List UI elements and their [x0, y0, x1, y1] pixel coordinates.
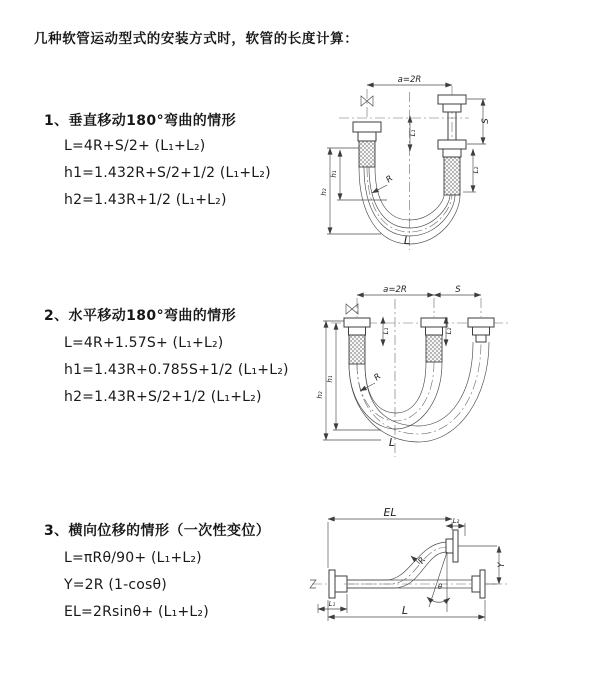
- formula-y: Y=2R (1-cosθ): [64, 577, 167, 593]
- valve-icon: [346, 304, 358, 314]
- section-1-formulas: [64, 133, 271, 214]
- flange-hub: [446, 539, 453, 553]
- formula-h1: h1=1.432R+S/2+1/2 (L₁+L₂): [64, 165, 271, 181]
- u-hose-position-1: [349, 362, 442, 429]
- dim-travel-label: S: [481, 118, 491, 124]
- curved-hose-displaced-position: [344, 530, 458, 588]
- flange-hub: [349, 327, 366, 335]
- page-title: 几种软管运动型式的安装方式时，软管的长度计算：: [34, 31, 359, 47]
- dim-el-label: EL: [383, 506, 397, 519]
- flange-plate: [453, 530, 458, 562]
- braided-hose-end: [359, 141, 375, 167]
- dimension-lines: [316, 285, 481, 449]
- flange: [421, 318, 447, 327]
- dim-h2-label: h₂: [316, 391, 324, 399]
- flange-hub: [443, 149, 461, 157]
- formula-h2: h2=1.43R+1/2 (L₁+L₂): [64, 192, 227, 208]
- middle-fitting: [421, 318, 447, 362]
- dim-h1-label: h₁: [326, 375, 334, 383]
- dim-l1-label: L₁: [328, 600, 336, 608]
- angle-theta-label: θ: [437, 583, 443, 591]
- angle-construction: [427, 552, 450, 612]
- flange-stem: [476, 335, 486, 342]
- u-hose-position-2: [349, 342, 489, 442]
- flange-hub: [426, 327, 443, 335]
- flange-plate: [329, 570, 335, 598]
- flange-hub: [472, 576, 480, 592]
- right-fitting: [438, 95, 466, 195]
- diagram-lateral-displacement: [298, 500, 598, 665]
- flange: [468, 318, 494, 327]
- dim-l2-label: L₂: [452, 517, 460, 525]
- length-label: L: [401, 604, 409, 617]
- formula-el: EL=2Rsinθ+ (L₁+L₂): [64, 604, 209, 620]
- dim-l2-label: L₂: [445, 327, 453, 335]
- dim-travel-label: S: [455, 285, 461, 295]
- left-fitting: [344, 318, 370, 364]
- dim-l2-label: L₂: [472, 166, 480, 174]
- flange-hub: [443, 104, 461, 112]
- formula-h1: h1=1.43R+0.785S+1/2 (L₁+L₂): [64, 362, 289, 378]
- braided-hose-end: [349, 335, 365, 364]
- section-3-heading: 3、横向位移的情形（一次性变位）: [44, 523, 271, 539]
- dim-width-label: a=2R: [383, 285, 407, 295]
- formula-l: L=πRθ/90+ (L₁+L₂): [64, 550, 202, 566]
- radius-label: R: [416, 555, 429, 567]
- radius-label: R: [372, 371, 384, 384]
- dim-l1-label: L₁: [382, 327, 390, 335]
- diagram-horizontal-180-bend: [313, 283, 588, 461]
- flange: [438, 140, 466, 149]
- formula-l: L=4R+1.57S+ (L₁+L₂): [64, 335, 224, 351]
- braided-hose-end: [444, 157, 460, 195]
- dim-h1-label: h₁: [330, 170, 338, 178]
- flange: [438, 95, 466, 104]
- section-2-heading: 2、水平移动180°弯曲的情形: [44, 308, 236, 324]
- radius-label: R: [384, 173, 396, 186]
- flange-hub: [473, 327, 490, 335]
- dim-l1-label: L₁: [409, 129, 417, 137]
- section-3-formulas: [64, 545, 209, 626]
- diagram-vertical-180-bend: [315, 70, 575, 255]
- flange-hub: [358, 132, 376, 141]
- formula-l: L=4R+S/2+ (L₁+L₂): [64, 138, 206, 154]
- flange-plate: [480, 570, 485, 598]
- section-1-heading: 1、垂直移动180°弯曲的情形: [44, 113, 236, 129]
- formula-h2: h2=1.43R+S/2+1/2 (L₁+L₂): [64, 389, 262, 405]
- dim-width-label: a=2R: [397, 75, 422, 85]
- dim-y-label: Y: [497, 562, 507, 568]
- length-label: L: [388, 436, 396, 449]
- braided-hose-end: [426, 335, 442, 362]
- flange: [344, 318, 370, 327]
- length-label: L: [403, 234, 411, 247]
- section-2-formulas: [64, 330, 289, 411]
- left-fitting: [353, 122, 381, 167]
- right-fitting: [468, 318, 494, 342]
- dim-h2-label: h₂: [320, 188, 328, 196]
- flange: [353, 122, 381, 132]
